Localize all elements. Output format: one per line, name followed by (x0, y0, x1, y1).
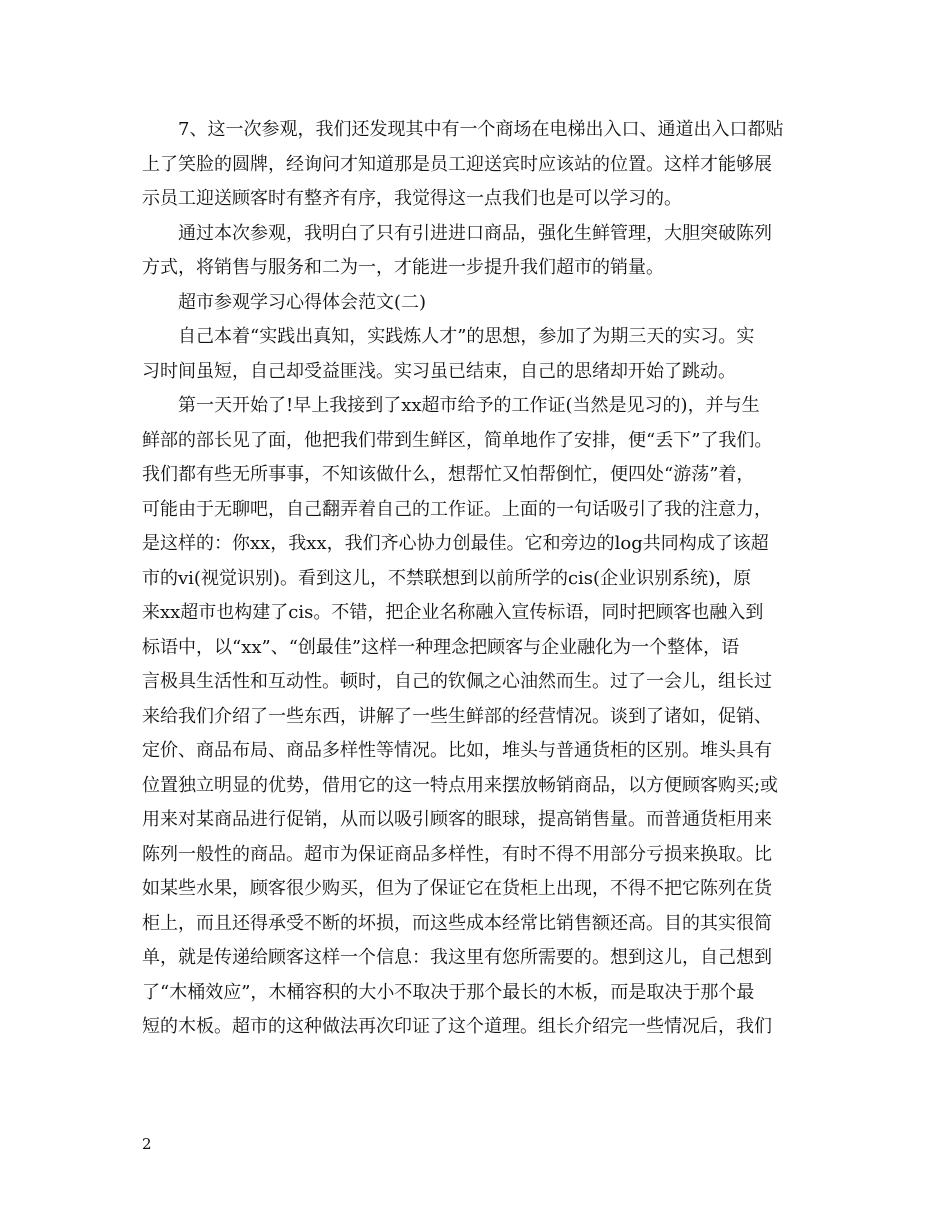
paragraph-line: 市的vi(视觉识别)。看到这儿，不禁联想到以前所学的cis(企业识别系统)，原 (142, 567, 752, 589)
paragraph-line: 方式，将销售与服务和二为一，才能进一步提升我们超市的销量。 (142, 257, 664, 278)
paragraph-line: 单，就是传递给顾客这样一个信息：我这里有您所需要的。想到这儿，自己想到 (142, 947, 772, 968)
paragraph-line: 通过本次参观，我明白了只有引进进口商品，强化生鲜管理，大胆突破陈列 (178, 222, 772, 244)
paragraph-line: 我们都有些无所事事，不知该做什么，想帮忙又怕帮倒忙，便四处“游荡”着， (142, 464, 755, 485)
paragraph-line: 如某些水果，顾客很少购买，但为了保证它在货柜上出现，不得不把它陈列在货 (142, 878, 772, 899)
paragraph-line: 鲜部的部长见了面，他把我们带到生鲜区，简单地作了安排，便“丢下”了我们。 (142, 429, 773, 451)
paragraph-line: 陈列一般性的商品。超市为保证商品多样性，有时不得不用部分亏损来换取。比 (142, 843, 772, 865)
paragraph-line: 标语中，以“xx”、“创最佳”这样一种理念把顾客与企业融化为一个整体，语 (142, 636, 740, 658)
paragraph-line: 言极具生活性和互动性。顿时，自己的钦佩之心油然而生。过了一会儿，组长过 (142, 671, 772, 692)
paragraph-line: 示员工迎送顾客时有整齐有序，我觉得这一点我们也是可以学习的。 (142, 188, 682, 209)
paragraph-line: 自己本着“实践出真知，实践炼人才”的思想，参加了为期三天的实习。实 (178, 326, 755, 347)
paragraph-line: 7、这一次参观，我们还发现其中有一个商场在电梯出入口、通道出入口都贴 (178, 119, 784, 140)
paragraph-line: 用来对某商品进行促销，从而以吸引顾客的眼球，提高销售量。而普通货柜用来 (142, 809, 772, 830)
paragraph-line: 了“木桶效应”，木桶容积的大小不取决于那个最长的木板，而是取决于那个最 (142, 981, 755, 1003)
paragraph-line: 短的木板。超市的这种做法再次印证了这个道理。组长介绍完一些情况后，我们 (142, 1016, 772, 1037)
paragraph-line: 来xx超市也构建了cis。不错，把企业名称融入宣传标语，同时把顾客也融入到 (142, 602, 764, 623)
paragraph-line: 是这样的：你xx，我xx，我们齐心协力创最佳。它和旁边的log共同构成了该超 (142, 533, 769, 554)
paragraph-line: 位置独立明显的优势，借用它的这一特点用来摆放畅销商品，以方便顾客购买;或 (142, 774, 779, 796)
section-heading: 超市参观学习心得体会范文(二) (178, 291, 427, 313)
paragraph-line: 第一天开始了!早上我接到了xx超市给予的工作证(当然是见习的)，并与生 (178, 395, 760, 416)
paragraph-line: 定价、商品布局、商品多样性等情况。比如，堆头与普通货柜的区别。堆头具有 (142, 740, 772, 761)
paragraph-line: 可能由于无聊吧，自己翻弄着自己的工作证。上面的一句话吸引了我的注意力， (142, 498, 772, 520)
paragraph-line: 习时间虽短，自己却受益匪浅。实习虽已结束，自己的思绪却开始了跳动。 (142, 360, 736, 382)
paragraph-line: 柜上，而且还得承受不断的坏损，而这些成本经常比销售额还高。目的其实很简 (142, 912, 772, 934)
page-number: 2 (142, 1135, 152, 1153)
document-body (142, 113, 824, 1045)
paragraph-line: 来给我们介绍了一些东西，讲解了一些生鲜部的经营情况。谈到了诸如，促销、 (142, 705, 772, 727)
paragraph-line: 上了笑脸的圆牌，经询问才知道那是员工迎送宾时应该站的位置。这样才能够展 (142, 153, 772, 175)
